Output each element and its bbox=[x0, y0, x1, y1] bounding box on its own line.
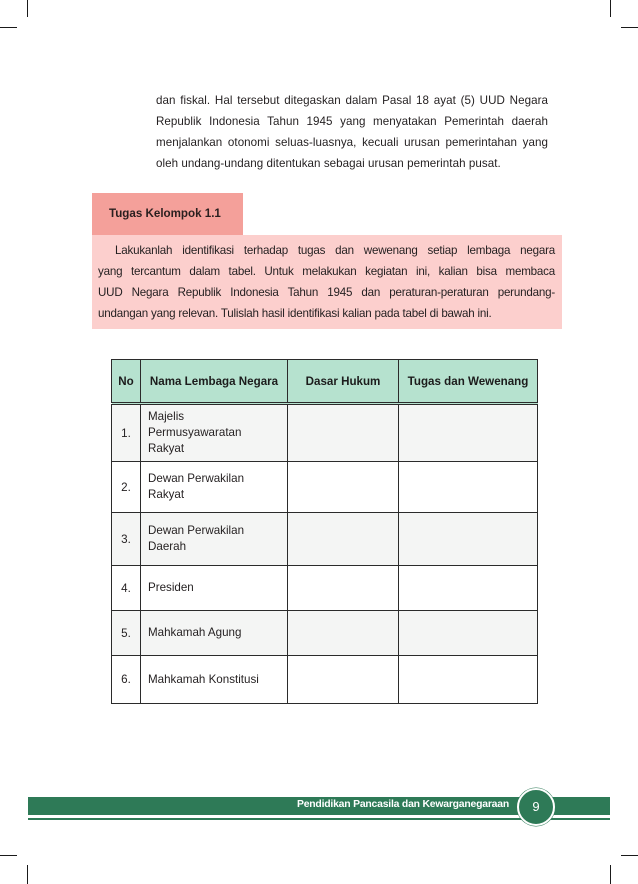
intro-paragraph bbox=[156, 90, 548, 174]
table-row bbox=[112, 611, 538, 656]
name-line: Rakyat bbox=[148, 442, 185, 455]
table-row bbox=[112, 656, 538, 704]
task-line: undangan yang relevan. Tulislah hasil identifikasi kalian pada tabel di bawah ini. bbox=[98, 307, 492, 320]
crop-mark bbox=[0, 27, 17, 28]
crop-mark bbox=[621, 27, 638, 28]
book-title: Pendidikan Pancasila dan Kewarganegaraan bbox=[296, 799, 509, 810]
paragraph-line: menjalankan otonomi seluas-luasnya, kecuali urusan pemerintahan yang bbox=[156, 136, 548, 149]
dasar-hukum-cell[interactable] bbox=[288, 404, 399, 462]
tugas-wewenang-cell[interactable] bbox=[399, 404, 538, 462]
header-nama-lembaga: Nama Lembaga Negara bbox=[141, 360, 288, 404]
paragraph-line: oleh undang-undang ditentukan sebagai urusan pemerintah pusat. bbox=[156, 157, 501, 170]
lembaga-name bbox=[141, 566, 288, 611]
page-number: 9 bbox=[532, 799, 540, 814]
row-number: 3. bbox=[112, 513, 141, 566]
crop-mark bbox=[0, 855, 17, 856]
task-title: Tugas Kelompok 1.1 bbox=[109, 207, 221, 220]
crop-mark bbox=[27, 0, 28, 17]
row-number: 2. bbox=[112, 462, 141, 513]
row-number: 1. bbox=[112, 404, 141, 462]
dasar-hukum-cell[interactable] bbox=[288, 656, 399, 704]
tugas-wewenang-cell[interactable] bbox=[399, 566, 538, 611]
page-number-badge bbox=[517, 788, 555, 826]
task-title-tab bbox=[92, 193, 243, 235]
row-number: 5. bbox=[112, 611, 141, 656]
dasar-hukum-cell[interactable] bbox=[288, 566, 399, 611]
table-row bbox=[112, 462, 538, 513]
paragraph-line: Republik Indonesia Tahun 1945 yang menyatakan Pemerintah daerah bbox=[156, 115, 548, 128]
task-line: UUD Negara Republik Indonesia Tahun 1945 dan peraturan-peraturan perundang- bbox=[98, 286, 555, 299]
crop-mark bbox=[610, 0, 611, 17]
dasar-hukum-cell[interactable] bbox=[288, 611, 399, 656]
crop-mark bbox=[27, 865, 28, 884]
lembaga-name bbox=[141, 611, 288, 656]
task-instructions-box bbox=[92, 235, 562, 329]
table-row bbox=[112, 404, 538, 462]
name-line: Majelis bbox=[148, 410, 185, 423]
row-number: 4. bbox=[112, 566, 141, 611]
name-line: Rakyat bbox=[148, 488, 185, 501]
paragraph-line: dan fiskal. Hal tersebut ditegaskan dalam Pasal 18 ayat (5) UUD Negara bbox=[156, 94, 548, 107]
task-line: Lakukanlah identifikasi terhadap tugas dan wewenang setiap lembaga negara bbox=[115, 244, 555, 257]
task-line: yang tercantum dalam tabel. Untuk melakukan kegiatan ini, kalian bisa membaca bbox=[98, 265, 555, 278]
name-line: Mahkamah Agung bbox=[148, 626, 242, 639]
header-no: No bbox=[112, 360, 141, 404]
name-line: Dewan Perwakilan bbox=[148, 472, 245, 485]
tugas-wewenang-cell[interactable] bbox=[399, 513, 538, 566]
name-line: Mahkamah Konstitusi bbox=[148, 672, 259, 686]
lembaga-name bbox=[141, 404, 288, 462]
lembaga-negara-table bbox=[111, 359, 538, 704]
name-line: Daerah bbox=[148, 540, 187, 553]
header-tugas-wewenang: Tugas dan Wewenang bbox=[399, 360, 538, 404]
name-line: Presiden bbox=[148, 581, 194, 594]
dasar-hukum-cell[interactable] bbox=[288, 513, 399, 566]
tugas-wewenang-cell[interactable] bbox=[399, 611, 538, 656]
table-header-row bbox=[112, 360, 538, 404]
lembaga-name bbox=[141, 656, 288, 704]
crop-mark bbox=[621, 855, 638, 856]
name-line: Dewan Perwakilan bbox=[148, 524, 245, 537]
crop-mark bbox=[610, 865, 611, 884]
header-dasar-hukum: Dasar Hukum bbox=[288, 360, 399, 404]
table-row bbox=[112, 513, 538, 566]
tugas-wewenang-cell[interactable] bbox=[399, 462, 538, 513]
lembaga-name bbox=[141, 513, 288, 566]
dasar-hukum-cell[interactable] bbox=[288, 462, 399, 513]
lembaga-name bbox=[141, 462, 288, 513]
tugas-wewenang-cell[interactable] bbox=[399, 656, 538, 704]
name-line: Permusyawaratan bbox=[148, 426, 242, 439]
row-number: 6. bbox=[112, 656, 141, 704]
table-row bbox=[112, 566, 538, 611]
